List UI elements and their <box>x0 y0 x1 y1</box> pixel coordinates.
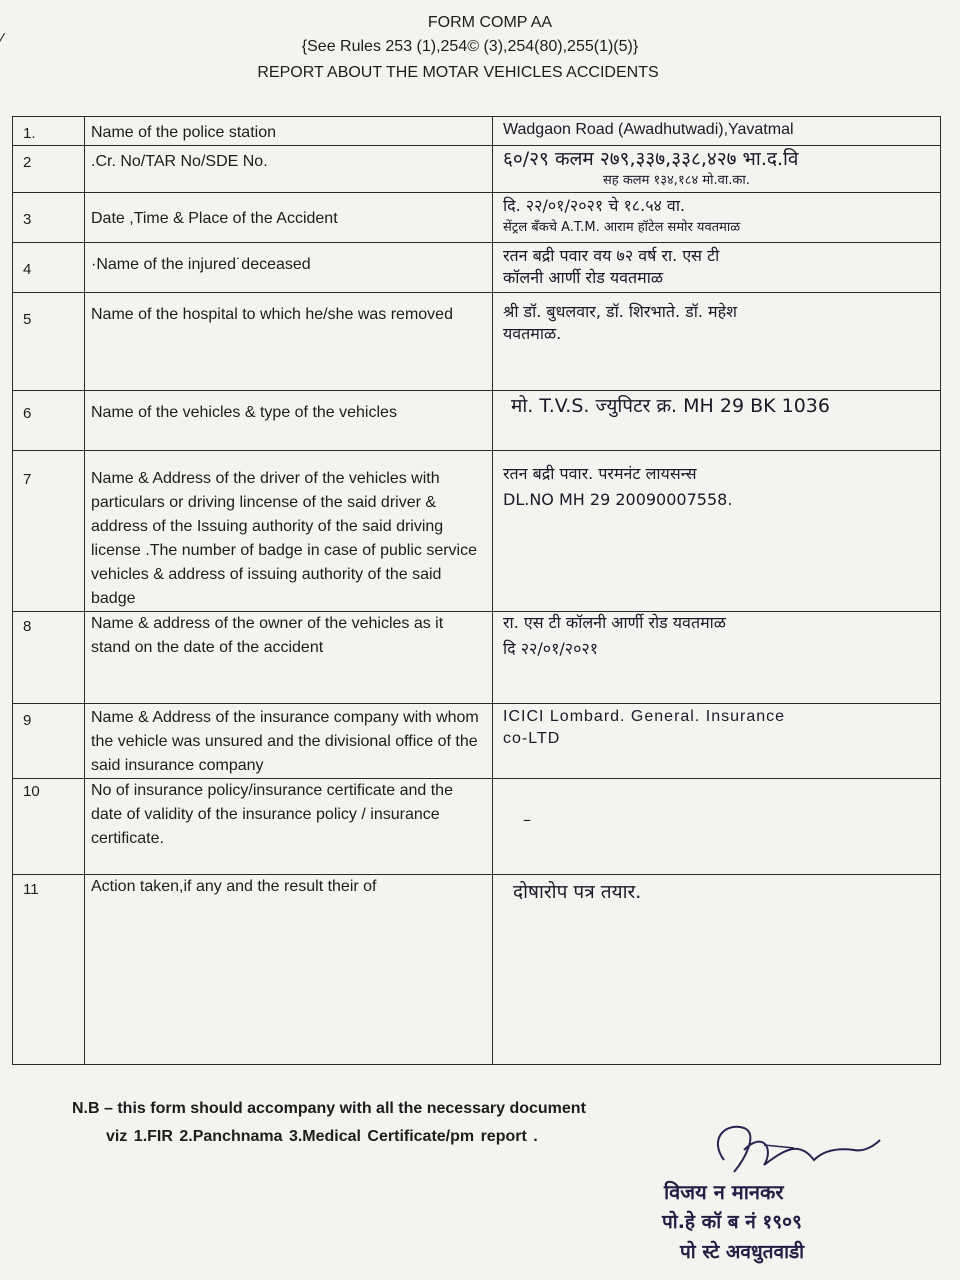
value-line: यवतमाळ. <box>503 324 562 343</box>
row-number: 9 <box>13 704 85 779</box>
row-label: Name of the vehicles & type of the vehicles <box>85 391 493 451</box>
table-row <box>13 293 941 391</box>
signature-icon <box>704 1120 884 1180</box>
row-label: Name & Address of the driver of the vehicles with particulars or driving lincense of the said driver & address of the Issuing authority of the said driving license .The number of badge in case of public service vehicles & address of issuing authority of the said badge <box>85 451 493 612</box>
table-row <box>13 146 941 193</box>
report-title: REPORT ABOUT THE MOTAR VEHICLES ACCIDENTS <box>257 64 659 81</box>
row-value <box>493 293 941 391</box>
value-line: कॉलनी आर्णी रोड यवतमाळ <box>503 268 664 287</box>
value-line: सह कलम १३४,१८४ मो.वा.का. <box>603 173 750 188</box>
row-value <box>493 146 941 193</box>
row-number: 8 <box>13 612 85 704</box>
value-line: – <box>523 810 531 829</box>
value-line: मो. T.V.S. ज्युपिटर क्र. MH 29 BK 1036 <box>511 395 830 417</box>
row-number: 3 <box>13 193 85 243</box>
row-number: 11 <box>13 875 85 1065</box>
value-line: सेंट्रल बँकचे A.T.M. आराम हॉटेल समोर यवतमाळ <box>503 220 741 235</box>
value-line: रा. एस टी कॉलनी आर्णी रोड यवतमाळ <box>503 613 726 632</box>
corner-mark-icon: ⁄ <box>0 30 4 50</box>
table-row <box>13 875 941 1065</box>
value-line: Wadgaon Road (Awadhutwadi),Yavatmal <box>503 121 794 138</box>
row-value <box>493 612 941 704</box>
table-row <box>13 391 941 451</box>
table-row <box>13 117 941 146</box>
rules-reference: {See Rules 253 (1),254© (3),254(80),255(1)(5)} <box>301 38 639 55</box>
row-value <box>493 451 941 612</box>
row-number: 4 <box>13 243 85 293</box>
row-value <box>493 391 941 451</box>
row-label: ·Name of the injured˙deceased <box>85 243 493 293</box>
value-line: ६०/२९ कलम २७९,३३७,३३८,४२७ भा.द.वि <box>503 148 799 170</box>
row-label: Date ,Time & Place of the Accident <box>85 193 493 243</box>
value-line: ICICI Lombard. General. Insurance <box>503 708 786 725</box>
value-line: रतन बद्री पवार. परमनंट लायसन्स <box>503 464 697 483</box>
row-number: 7 <box>13 451 85 612</box>
table-row <box>13 451 941 612</box>
value-line: दोषारोप पत्र तयार. <box>513 881 642 903</box>
note-line-1: N.B – this form should accompany with all the necessary document <box>72 1100 586 1117</box>
officer-designation: पो.हे कॉ ब नं १९०९ <box>662 1211 802 1233</box>
value-line: DL.NO MH 29 20090007558. <box>503 490 733 509</box>
accident-report-table <box>12 116 941 1065</box>
value-line: दि २२/०१/२०२१ <box>503 639 599 658</box>
officer-name: विजय न मानकर <box>664 1180 784 1204</box>
officer-stamp <box>656 1120 886 1270</box>
row-label: No of insurance policy/insurance certificate and the date of validity of the insurance policy / insurance certificate. <box>85 779 493 875</box>
row-value <box>493 117 941 146</box>
row-value <box>493 704 941 779</box>
row-number: 1. <box>13 117 85 146</box>
row-label: Name & address of the owner of the vehicles as it stand on the date of the accident <box>85 612 493 704</box>
form-title: FORM COMP AA <box>427 14 553 31</box>
row-number: 10 <box>13 779 85 875</box>
row-label: Name of the police station <box>85 117 493 146</box>
note-line-2: viz 1.FIR 2.Panchnama 3.Medical Certificate/pm report . <box>106 1128 538 1145</box>
police-station-name: पो स्टे अवधुतवाडी <box>680 1241 805 1263</box>
row-label: Name of the hospital to which he/she was removed <box>85 293 493 391</box>
table-row <box>13 193 941 243</box>
row-label: Name & Address of the insurance company with whom the vehicle was unsured and the divisional office of the said insurance company <box>85 704 493 779</box>
row-value <box>493 779 941 875</box>
table-row <box>13 779 941 875</box>
table-row <box>13 704 941 779</box>
value-line: co-LTD <box>503 730 561 747</box>
value-line: दि. २२/०१/२०२१ चे १८.५४ वा. <box>503 196 686 215</box>
row-number: 5 <box>13 293 85 391</box>
row-number: 6 <box>13 391 85 451</box>
row-value <box>493 243 941 293</box>
row-label: .Cr. No/TAR No/SDE No. <box>85 146 493 193</box>
value-line: श्री डॉ. बुधलवार, डॉ. शिरभाते. डॉ. महेश <box>503 302 737 321</box>
table-row <box>13 243 941 293</box>
row-number: 2 <box>13 146 85 193</box>
value-line: रतन बद्री पवार वय ७२ वर्ष रा. एस टी <box>503 246 720 265</box>
row-value <box>493 193 941 243</box>
row-value <box>493 875 941 1065</box>
table-row <box>13 612 941 704</box>
row-label: Action taken,if any and the result their of <box>85 875 493 1065</box>
